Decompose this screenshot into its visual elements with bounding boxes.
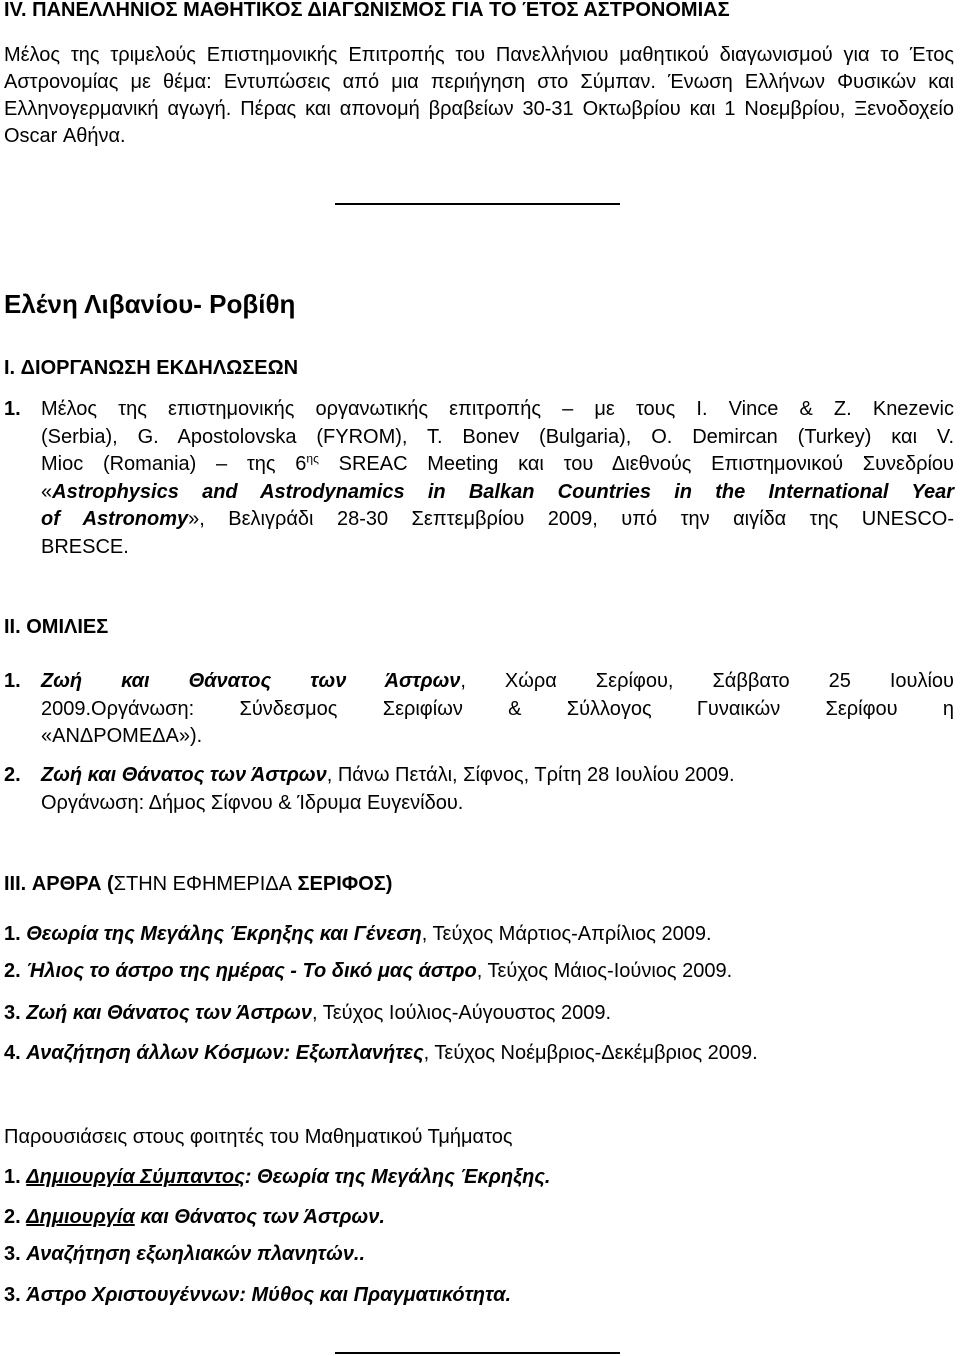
item-number: 2.	[4, 960, 21, 982]
section-1-item-1	[4, 396, 954, 561]
item-number: 2.	[4, 764, 21, 786]
item-number: 3.	[4, 1284, 21, 1306]
item-line	[41, 479, 954, 507]
author-name: Ελένη Λιβανίου- Ροβίθη	[4, 289, 296, 319]
item-line	[41, 762, 954, 790]
article-issue: , Τεύχος Νοέμβριος-Δεκέμβριος 2009.	[423, 1042, 758, 1064]
article-issue: , Τεύχος Ιούλιος-Αύγουστος 2009.	[311, 1002, 612, 1024]
item-line	[41, 668, 954, 696]
article-item	[4, 959, 954, 984]
conference-title: of Astronomy	[41, 508, 189, 530]
quote-mark: »	[188, 508, 200, 530]
article-title: Ζωή και Θάνατος των Άστρων	[26, 1002, 312, 1024]
item-line: «ΑΝΔΡΟΜΕΔΑ»).	[41, 725, 203, 747]
article-item	[4, 922, 954, 947]
intro-paragraph: Μέλος της τριμελούς Επιστημονικής Επιτροπής του Πανελλήνιου μαθητικού διαγωνισμού για το Έτος Αστρονομίας με θέμα: Εντυπώσεις από μια περιήγηση στο Σύμπαν. Ένωση Ελλήνων Φυσικών και Ελληνογερμανική αγωγή. Πέρας και απονομή βραβείων 30-31 Οκτωβρίου και 1 Νοεμβρίου, Ξενοδοχείο Oscar Αθήνα.	[4, 44, 954, 147]
section-1-title: I. ΔΙΟΡΓΑΝΩΣΗ ΕΚΔΗΛΩΣΕΩΝ	[4, 357, 299, 379]
conference-title: Astrophysics and Astrodynamics in Balkan Countries in the International Year	[52, 480, 954, 503]
item-text: SREAC Meeting και του Διεθνούς Επιστημονικού Συνεδρίου	[318, 453, 954, 475]
item-body	[41, 762, 954, 817]
item-number: 1.	[4, 398, 21, 420]
article-title: Αναζήτηση άλλων Κόσμων: Εξωπλανήτες	[26, 1042, 424, 1064]
item-line: Οργάνωση: Δήμος Σίφνου & Ίδρυμα Ευγενίδου.	[41, 791, 464, 814]
article-issue: , Τεύχος Μάιος-Ιούνιος 2009.	[476, 960, 733, 982]
item-text: , Πάνω Πετάλι, Σίφνος, Τρίτη 28 Ιουλίου 2009.	[326, 764, 735, 786]
section-2-item-1	[4, 668, 954, 751]
presentation-title: : Θεωρία της Μεγάλης Έκρηξης.	[244, 1166, 551, 1188]
article-issue: , Τεύχος Μάρτιος-Απρίλιος 2009.	[421, 923, 712, 945]
section-3-title-part: III. ΑΡΘΡΑ (	[4, 873, 114, 895]
item-line: BRESCE.	[41, 535, 129, 558]
separator-rule	[335, 203, 620, 205]
article-item	[4, 1041, 954, 1066]
item-text: , Χώρα Σερίφου, Σάββατο 25 Ιουλίου	[460, 670, 954, 692]
item-body-continued	[41, 479, 954, 562]
presentation-item	[4, 1165, 954, 1190]
section-2-title: II. ΟΜΙΛΙΕΣ	[4, 616, 109, 638]
presentation-title-underlined: Δημιουργία	[26, 1206, 135, 1228]
presentation-title: Αναζήτηση εξωηλιακών πλανητών..	[26, 1243, 366, 1265]
item-body	[41, 396, 954, 479]
item-number: 1.	[4, 923, 21, 945]
article-title: Ήλιος το άστρο της ημέρας - Το δικό μας άστρο	[26, 960, 477, 982]
ordinal-suffix: ης	[306, 451, 319, 466]
item-number: 1.	[4, 1166, 21, 1188]
presentation-item	[4, 1283, 954, 1308]
item-body	[41, 668, 954, 751]
talk-title: Ζωή και Θάνατος των Άστρων	[41, 764, 327, 786]
item-line: (Serbia), G. Apostolovska (FYROM), T. Bonev (Bulgaria), O. Demircan (Turkey) και V.	[41, 425, 954, 448]
article-title: Θεωρία της Μεγάλης Έκρηξης και Γένεση	[26, 923, 422, 945]
item-line	[41, 506, 954, 534]
section-3-title	[4, 872, 954, 897]
presentation-item	[4, 1242, 954, 1267]
presentation-title: Άστρο Χριστουγέννων: Μύθος και Πραγματικότητα.	[26, 1284, 512, 1306]
section-2-item-2	[4, 762, 954, 817]
item-number: 2.	[4, 1206, 21, 1228]
item-number: 1.	[4, 670, 21, 692]
item-number: 3.	[4, 1243, 21, 1265]
item-text: , Βελιγράδι 28-30 Σεπτεμβρίου 2009, υπό την αιγίδα της UNESCO-	[199, 508, 954, 530]
page-heading: IV. ΠΑΝΕΛΛΗΝΙΟΣ ΜΑΘΗΤΙΚΟΣ ΔΙΑΓΩΝΙΣΜΟΣ ΓΙΑ ΤΟ ΈΤΟΣ ΑΣΤΡΟΝΟΜΙΑΣ	[4, 0, 730, 21]
item-line: 2009.Οργάνωση: Σύνδεσμος Σεριφίων & Σύλλογος Γυναικών Σερίφου η	[41, 697, 954, 720]
item-number: 3.	[4, 1002, 21, 1024]
talk-title: Ζωή και Θάνατος των Άστρων	[41, 670, 461, 692]
presentation-item	[4, 1205, 954, 1230]
presentations-heading: Παρουσιάσεις στους φοιτητές του Μαθηματικού Τμήματος	[4, 1126, 513, 1148]
quote-mark: «	[41, 480, 53, 503]
presentation-title: και Θάνατος των Άστρων.	[134, 1206, 385, 1228]
section-3-title-part: ΣΕΡΙΦΟΣ)	[292, 873, 393, 895]
separator-rule	[335, 1352, 620, 1354]
presentation-title-underlined: Δημιουργία Σύμπαντος	[26, 1166, 245, 1188]
item-line	[41, 451, 954, 479]
item-text: Mioc (Romania) – της 6	[41, 453, 307, 475]
article-item	[4, 1001, 954, 1026]
section-3-title-part: ΣΤΗΝ ΕΦΗΜΕΡΙΔΑ	[113, 873, 292, 895]
item-number: 4.	[4, 1042, 21, 1064]
item-line: Μέλος της επιστημονικής οργανωτικής επιτροπής – με τους I. Vince & Z. Knezevic	[41, 398, 954, 420]
